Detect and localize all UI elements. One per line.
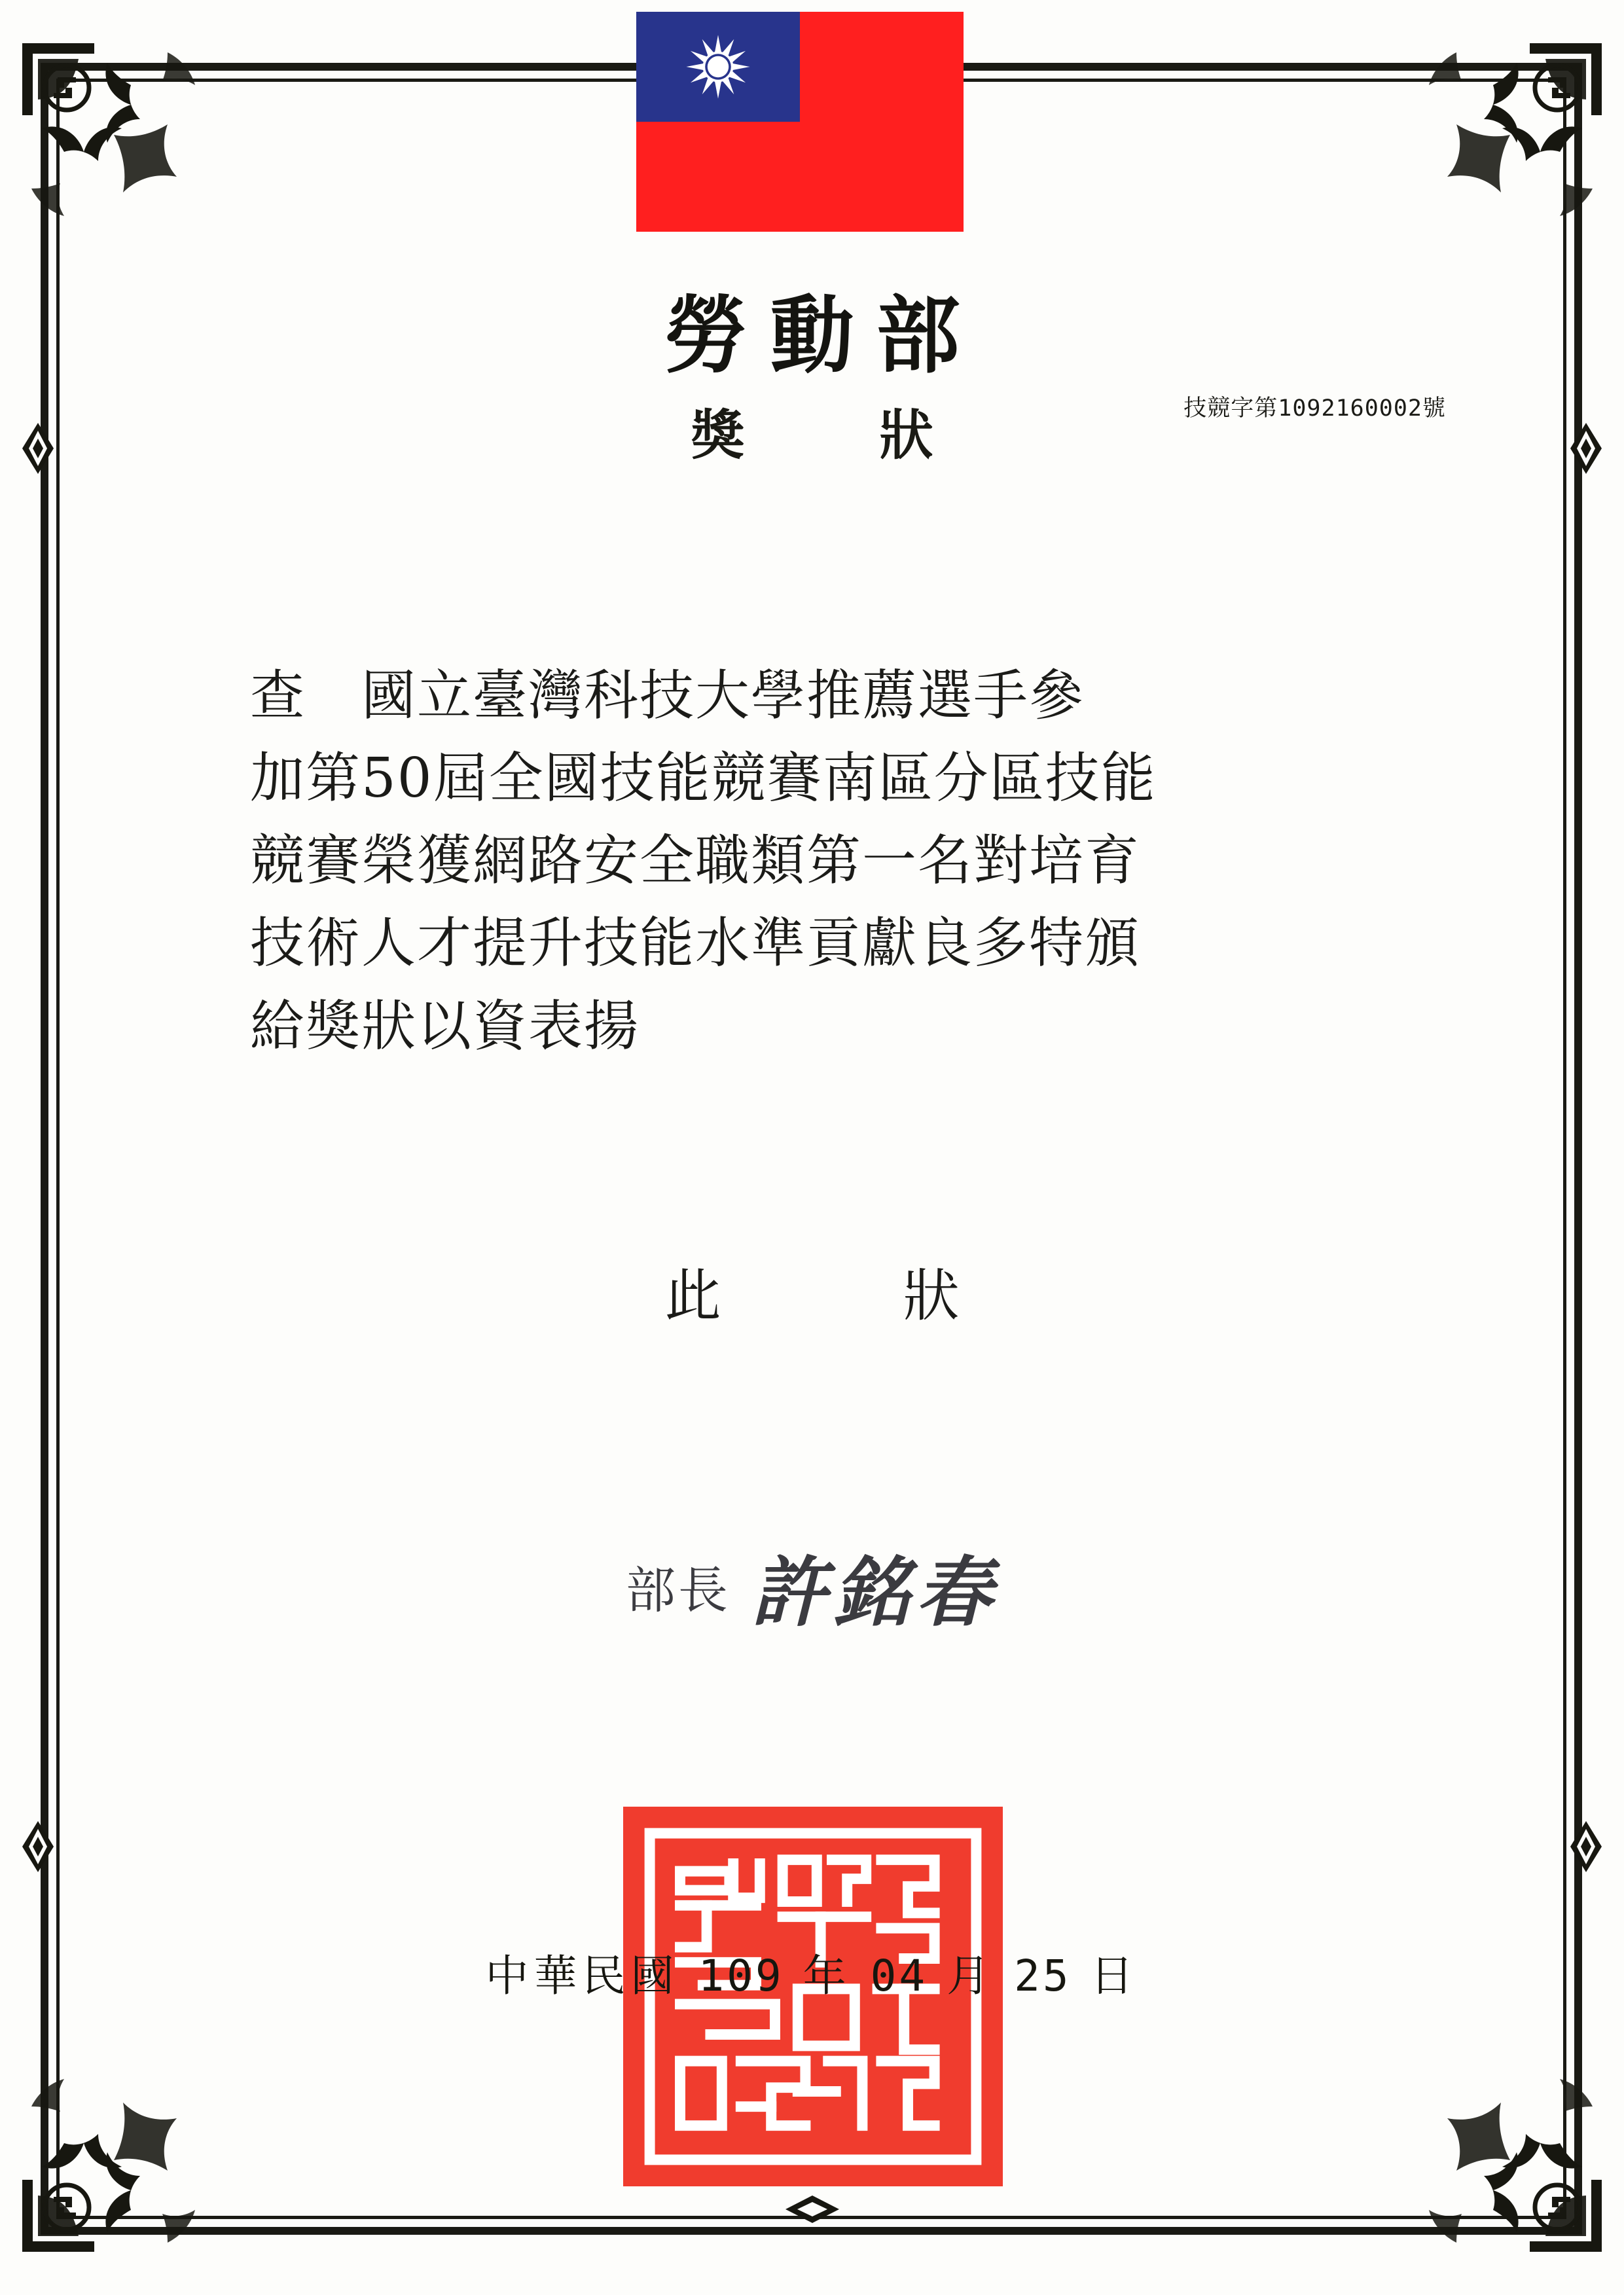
date-day-unit: 日 bbox=[1090, 1951, 1139, 2001]
flag-sun-icon bbox=[683, 31, 753, 102]
signature-name: 許銘春 bbox=[751, 1548, 999, 1637]
date-month-unit: 月 bbox=[947, 1951, 996, 2001]
date-day: 25 bbox=[1014, 1951, 1072, 2001]
award-heading: 獎 狀 bbox=[691, 404, 974, 467]
date-year-unit: 年 bbox=[803, 1951, 852, 2001]
ministry-title: 勞動部 bbox=[664, 287, 983, 385]
certificate-body-text bbox=[250, 655, 1376, 1068]
body-line-1: 查 國立臺灣科技大學推薦選手參 bbox=[250, 664, 1085, 727]
body-line-2: 加第50屆全國技能競賽南區分區技能 bbox=[250, 746, 1157, 810]
closing-phrase: 此 狀 bbox=[664, 1263, 1022, 1329]
date-month: 04 bbox=[870, 1951, 928, 2001]
date-era: 中華民國 bbox=[485, 1951, 679, 2001]
body-line-3: 競賽榮獲網路安全職類第一名對培育 bbox=[250, 829, 1140, 893]
document-number: 技競字第1092160002號 bbox=[1183, 395, 1446, 422]
date-year: 109 bbox=[698, 1951, 784, 2001]
body-line-5: 給獎狀以資表揚 bbox=[250, 994, 640, 1058]
body-line-4: 技術人才提升技能水準貢獻良多特頒 bbox=[250, 911, 1140, 975]
issue-date bbox=[0, 1941, 1624, 2003]
signature-title: 部長 bbox=[625, 1561, 731, 1619]
signature-block bbox=[0, 1532, 1624, 1641]
republic-of-china-flag-icon bbox=[636, 12, 964, 232]
